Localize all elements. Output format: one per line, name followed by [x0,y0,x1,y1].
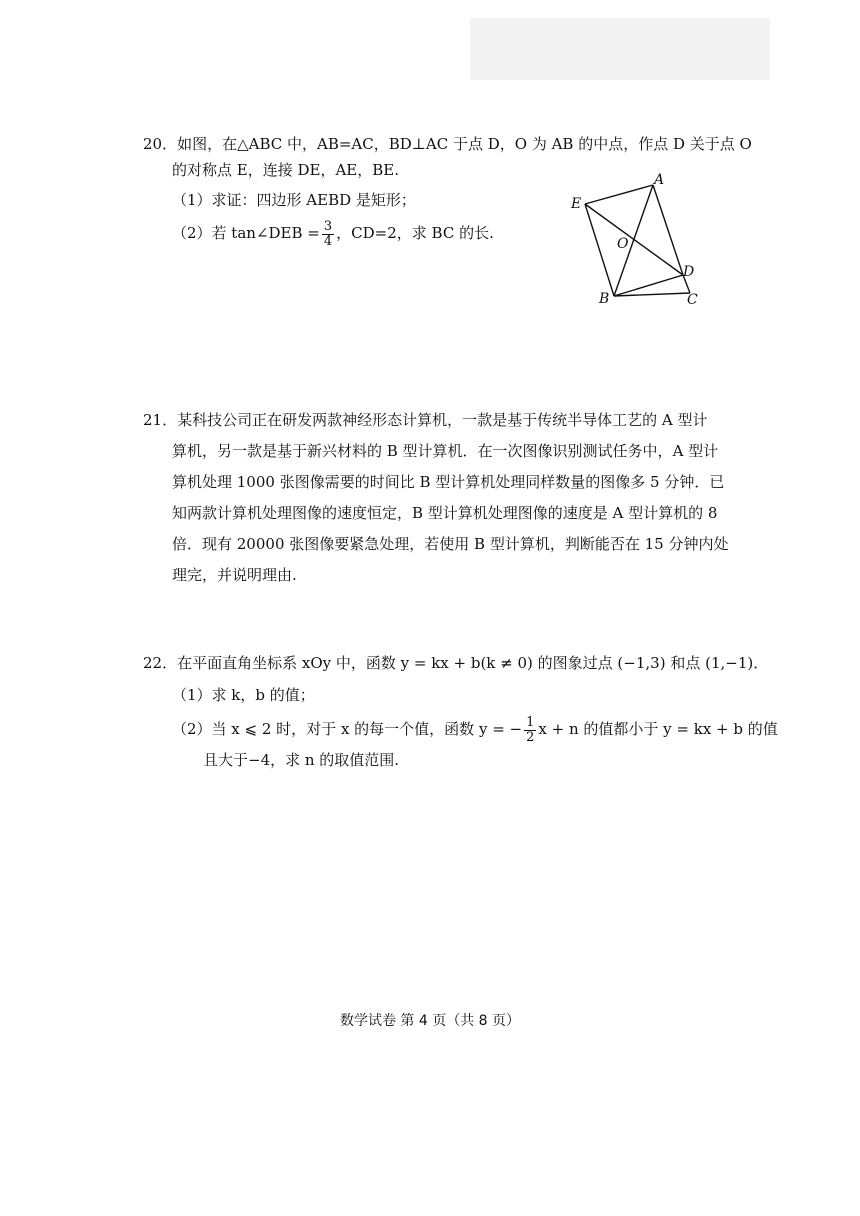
q21-line6: 理完，并说明理由. [172,566,297,584]
segment-EA [585,185,653,204]
label-B: B [599,291,610,307]
scan-artifact [470,18,770,80]
q20-part2-suffix: ，CD=2，求 BC 的长. [336,224,494,243]
q22-fraction-numerator: 1 [526,715,535,730]
segment-AD [653,185,683,275]
q20-geometry-figure [560,170,710,310]
segment-BC [614,293,690,296]
q20-fraction [322,220,334,248]
q21-line5: 倍．现有 20000 张图像要紧急处理，若使用 B 型计算机，判断能否在 15 分钟内处 [172,535,729,553]
q21-line2: 算机，另一款是基于新兴材料的 B 型计算机．在一次图像识别测试任务中，A 型计 [172,442,719,460]
label-E: E [571,196,582,212]
q22-fraction-denominator: 2 [526,729,535,745]
q22-part2-suffix: x + n 的值都小于 y = kx + b 的值 [538,720,778,739]
segment-BE [585,204,614,296]
q22-part2-line2: 且大于−4，求 n 的取值范围. [203,751,400,769]
segment-DB [614,275,683,296]
label-O: O [617,236,629,252]
q22-part2-prefix: （2）当 x ⩽ 2 时，对于 x 的每一个值，函数 y = − [172,720,523,739]
label-D: D [683,264,695,280]
q22-fraction [524,716,536,744]
q22-stem: 22．在平面直角坐标系 xOy 中，函数 y = kx + b(k ≠ 0) 的图象过点 (−1,3) 和点 (1,−1)． [143,654,769,672]
q20-stem-line2: 的对称点 E，连接 DE，AE，BE. [172,161,399,179]
q20-fraction-numerator: 3 [323,219,333,234]
q22-part1: （1）求 k，b 的值； [172,686,315,704]
q20-stem-line1: 20．如图，在△ABC 中，AB=AC，BD⊥AC 于点 D，O 为 AB 的中点，作点 D 关于点 O [143,135,752,153]
q22-part2 [172,716,778,744]
q20-part2-prefix: （2）若 tan∠DEB = [172,224,320,243]
q20-part1: （1）求证：四边形 AEBD 是矩形； [172,191,416,209]
q21-line1: 21．某科技公司正在研发两款神经形态计算机，一款是基于传统半导体工艺的 A 型计 [143,411,708,429]
q20-fraction-denominator: 4 [323,233,333,249]
q21-line4: 知两款计算机处理图像的速度恒定，B 型计算机处理图像的速度是 A 型计算机的 8 [172,504,718,522]
q21-line3: 算机处理 1000 张图像需要的时间比 B 型计算机处理同样数量的图像多 5 分钟．已 [172,473,725,491]
page-footer: 数学试卷 第 4 页（共 8 页） [339,1013,521,1029]
label-A: A [654,172,665,188]
label-C: C [687,292,698,308]
q20-part2 [172,220,494,248]
